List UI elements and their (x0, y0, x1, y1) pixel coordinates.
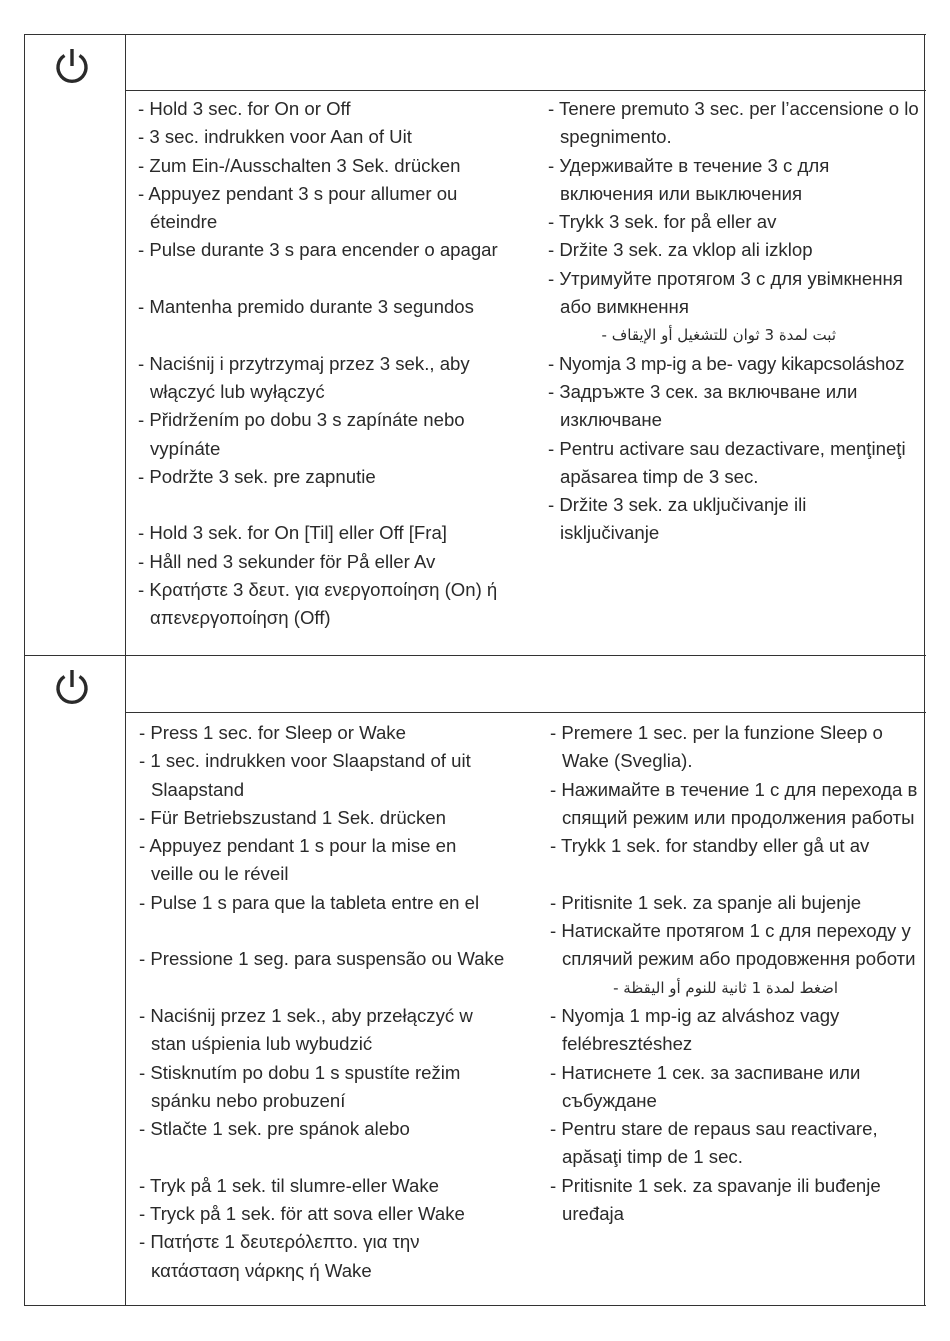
list-item: - Hold 3 sek. for On [Til] eller Off [Fra] (138, 522, 447, 544)
list-item: - Pritisnite 1 sek. za spanje ali bujenje (550, 891, 862, 913)
section-2-header-divider (125, 712, 926, 713)
section-1-right-column (548, 95, 918, 548)
spacer (550, 860, 920, 888)
list-item: - Nyomja 1 mp-ig az alváshoz vagy felébresztéshez (550, 1004, 840, 1055)
section-divider (24, 655, 926, 656)
list-item: - 3 sec. indrukken voor Aan of Uit (138, 126, 412, 148)
spacer (139, 1143, 534, 1171)
list-item: - Mantenha premido durante 3 segundos (138, 296, 474, 318)
list-item: - Tryk på 1 sek. til slumre-eller Wake (139, 1174, 439, 1196)
list-item: - Πατήστε 1 δευτερόλεπτο. για την κατάσταση νάρκης ή Wake (139, 1231, 420, 1281)
list-item: - Håll ned 3 sekunder för På eller Av (138, 550, 436, 572)
section-2-right-column (550, 719, 920, 1228)
list-item: - Nyomja 3 mp-ig a be- vagy kikapcsoláshoz (548, 352, 905, 374)
list-item: - Naciśnij przez 1 sek., aby przełączyć w stan uśpienia lub wybudzić (139, 1004, 473, 1055)
list-item: اضغط لمدة 1 ثانية للنوم أو اليقظة - (613, 978, 838, 997)
list-item: - Утримуйте протягом 3 с для увімкнення або вимкнення (548, 267, 903, 318)
list-item: - Натиснете 1 сек. за заспиване или събуждане (550, 1061, 861, 1111)
list-item: - Удерживайте в течение 3 с для включения или выключения (548, 154, 830, 204)
list-item: - Trykk 3 sek. for på eller av (548, 211, 777, 233)
table-border-bottom (24, 1305, 926, 1306)
list-item: - Zum Ein-/Ausschalten 3 Sek. drücken (138, 154, 461, 176)
list-item: - Appuyez pendant 3 s pour allumer ou éteindre (138, 182, 458, 233)
list-item: - Tenere premuto 3 sec. per l’accensione o lo spegnimento. (548, 98, 919, 148)
list-item: - Pressione 1 seg. para suspensão ou Wake (139, 948, 505, 970)
list-item: - Přidržením po dobu 3 s zapínáte nebo vypínáte (138, 409, 465, 459)
power-icon (52, 46, 92, 86)
list-item: - Pulse durante 3 s para encender o apagar (138, 239, 498, 261)
spacer (139, 974, 534, 1002)
list-item: - Držite 3 sek. za vklop ali izklop (548, 239, 813, 261)
list-item: ثبت لمدة 3 ثوان للتشغيل أو الإيقاف - (601, 326, 836, 345)
section-2-left-column (139, 719, 534, 1285)
spacer (139, 917, 534, 945)
list-item: - Задръжте 3 сек. за включване или изключване (548, 380, 858, 431)
list-item: - Hold 3 sec. for On or Off (138, 98, 351, 119)
list-item: - Stisknutím po dobu 1 s spustíte režim spánku nebo probuzení (139, 1061, 461, 1111)
list-item: - Press 1 sec. for Sleep or Wake (139, 722, 406, 743)
list-item: - Držite 3 sek. za uključivanje ili isključivanje (548, 494, 807, 544)
list-item: - Κρατήστε 3 δευτ. για ενεργοποίηση (On) ή απενεργοποίηση (Off) (138, 579, 498, 629)
table-border-left (24, 34, 25, 1306)
section-1-header-divider (125, 90, 926, 91)
list-item: - Stlačte 1 sek. pre spánok alebo (139, 1118, 410, 1140)
list-item: - Pulse 1 s para que la tableta entre en el (139, 891, 480, 913)
list-item: - Podržte 3 sek. pre zapnutie (138, 465, 376, 487)
list-item: - Premere 1 sec. per la funzione Sleep o Wake (Sveglia). (550, 722, 883, 772)
list-item: - Appuyez pendant 1 s pour la mise en veille ou le réveil (139, 835, 457, 885)
instruction-table (24, 34, 926, 1306)
list-item: - Натискайте протягом 1 с для переходу у сплячий режим або продовження роботи (550, 920, 916, 970)
list-item: - Pritisnite 1 sek. za spavanje ili buđenje uređaja (550, 1174, 881, 1225)
section-1-left-column (138, 95, 528, 633)
list-item: - Trykk 1 sek. for standby eller gå ut av (550, 835, 870, 857)
table-border-top (24, 34, 926, 35)
spacer (138, 491, 528, 519)
spacer (138, 265, 528, 293)
list-item: - 1 sec. indrukken voor Slaapstand of uit Slaapstand (139, 750, 471, 800)
table-border-right (924, 34, 925, 1306)
list-item: - Нажимайте в течение 1 с для перехода в спящий режим или продолжения работы (550, 778, 918, 828)
icon-column-divider (125, 34, 126, 1306)
spacer (138, 321, 528, 349)
list-item: - Pentru activare sau dezactivare, menţineţi apăsarea timp de 3 sec. (548, 437, 906, 487)
list-item: - Pentru stare de repaus sau reactivare, apăsaţi timp de 1 sec. (550, 1118, 878, 1168)
list-item: - Naciśnij i przytrzymaj przez 3 sek., aby włączyć lub wyłączyć (138, 352, 470, 402)
list-item: - Für Betriebszustand 1 Sek. drücken (139, 806, 446, 828)
list-item: - Tryck på 1 sek. för att sova eller Wake (139, 1203, 465, 1225)
power-icon (52, 667, 92, 707)
